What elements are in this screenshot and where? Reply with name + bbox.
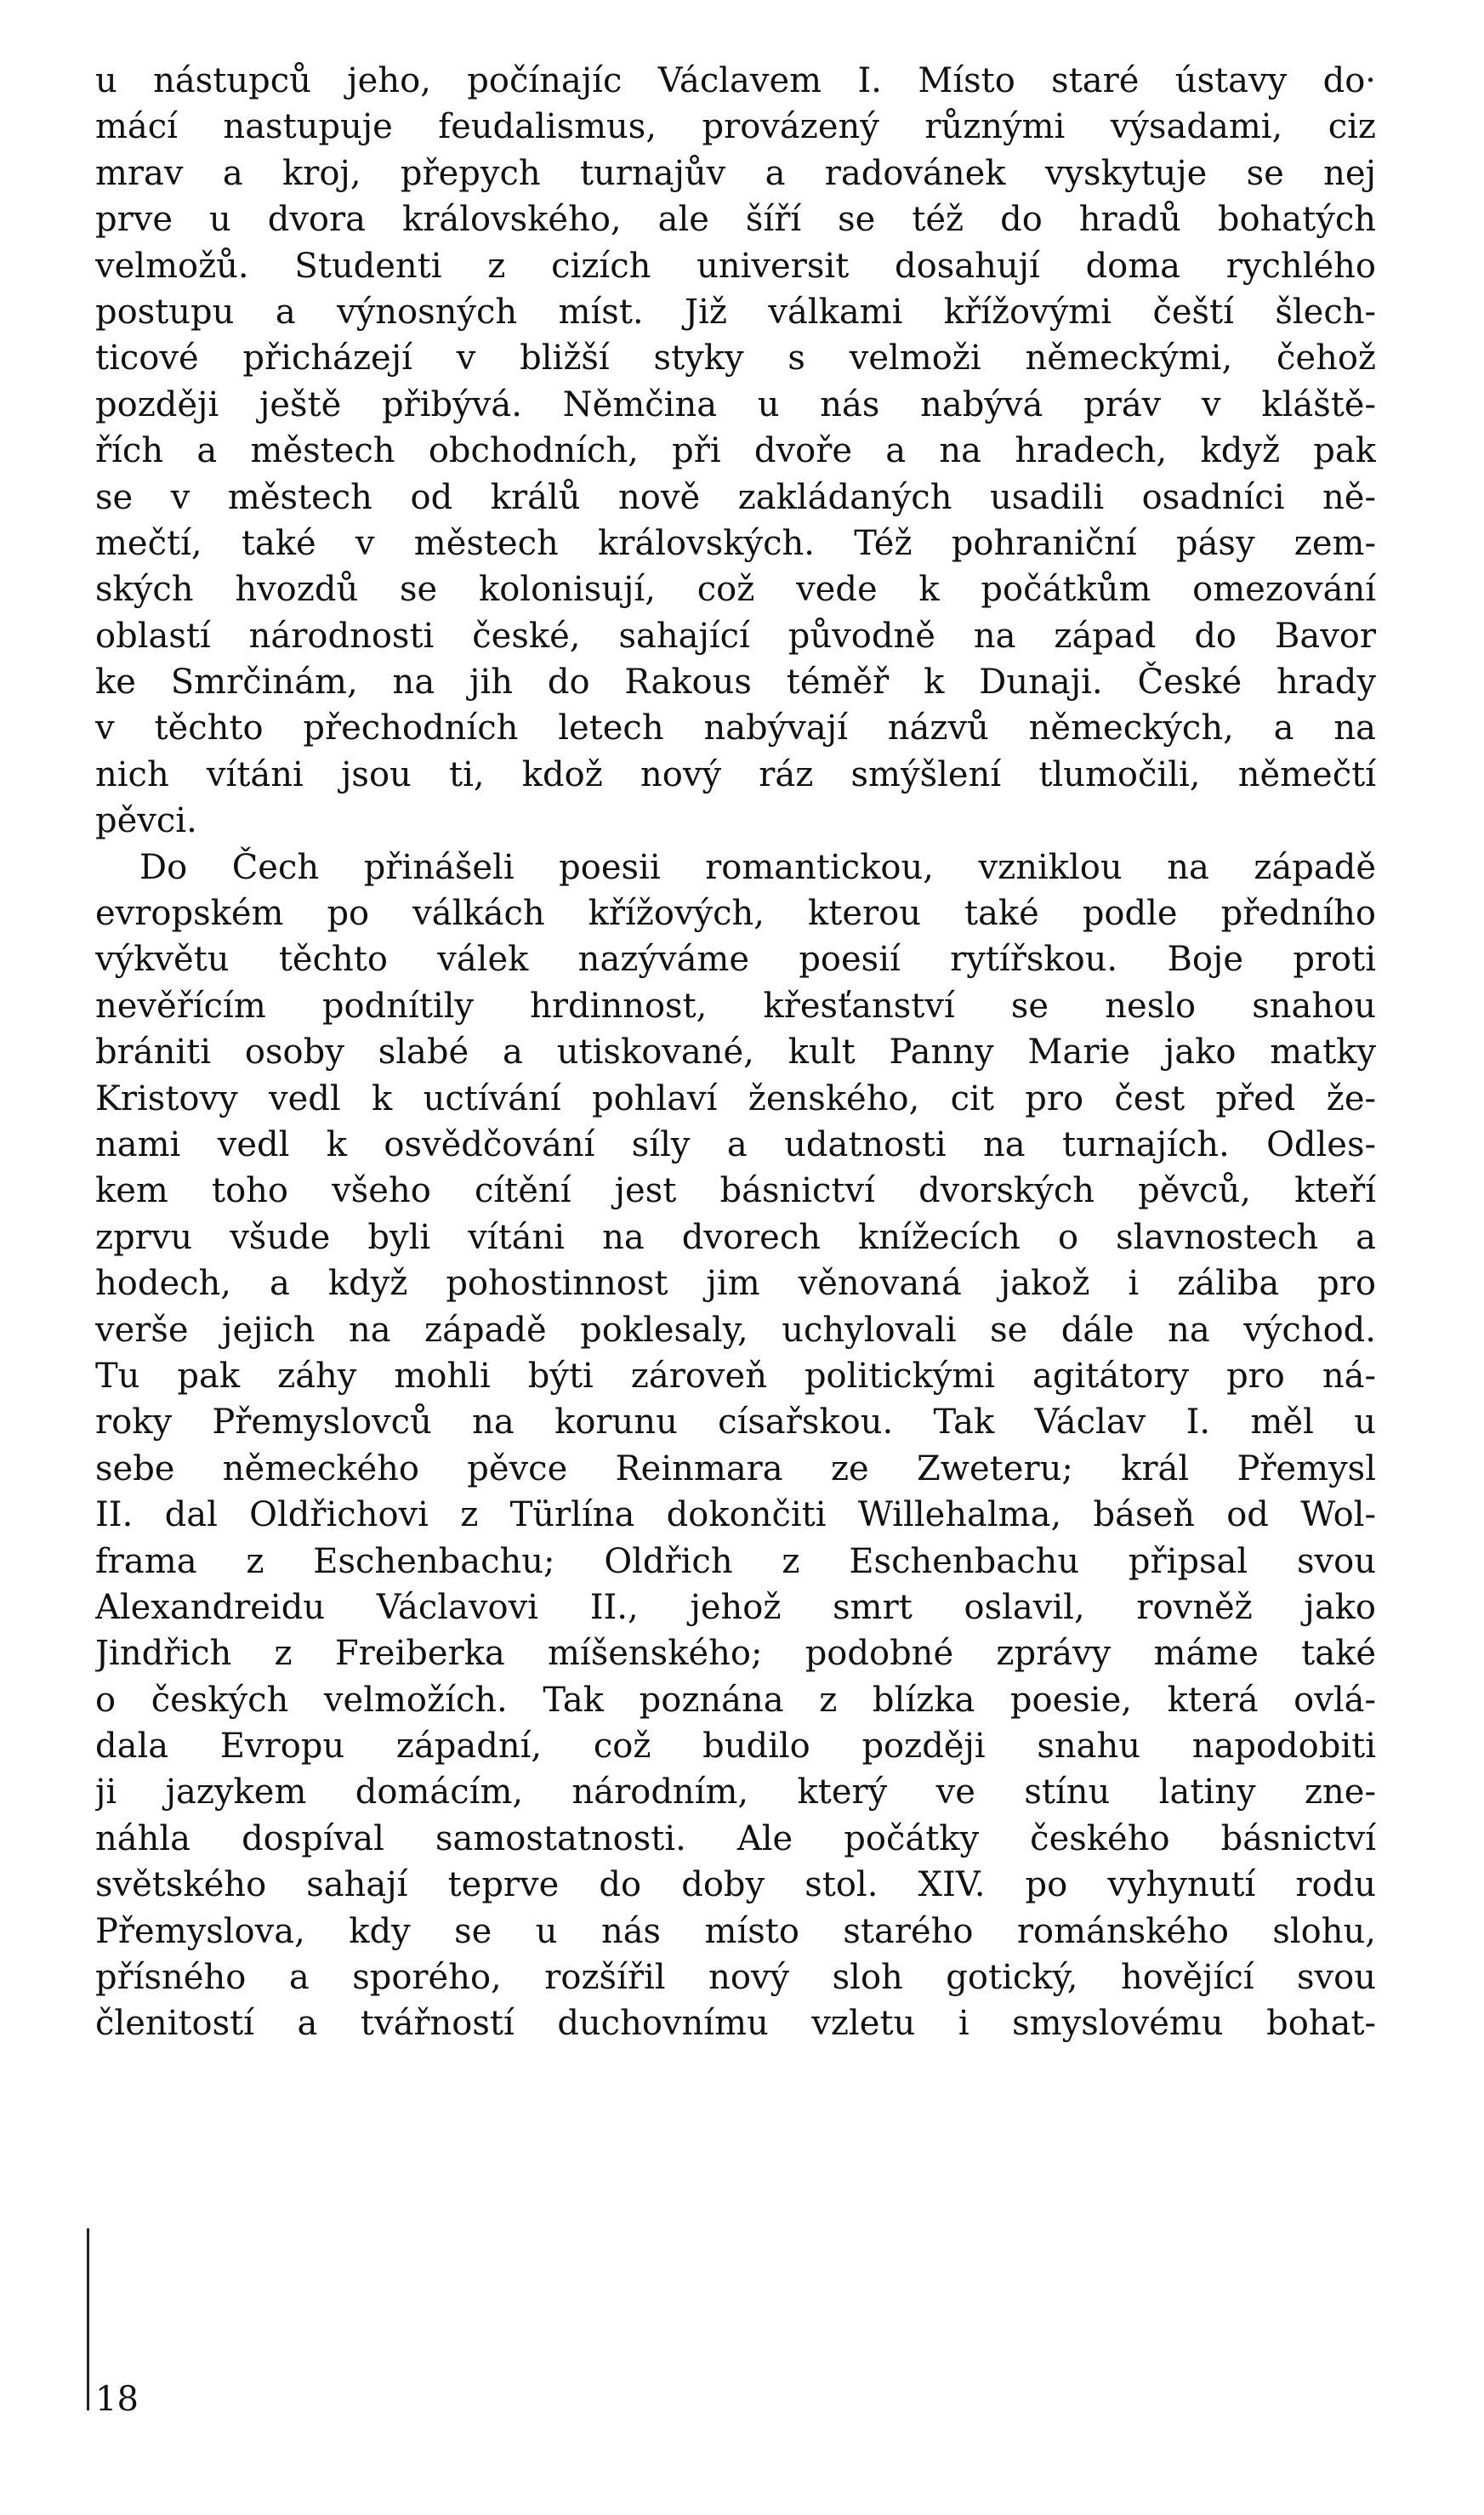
text-line: prve u dvora královského, ale šíří se též do hradů bohatých [95,200,1376,240]
text-line: hodech, a když pohostinnost jim věnovaná jakož i záliba pro [95,1264,1376,1304]
text-line: Tu pak záhy mohli býti zároveň politickými agitátory pro ná- [95,1356,1376,1396]
text-line: brániti osoby slabé a utiskované, kult Panny Marie jako matky [95,1033,1376,1073]
text-line: se v městech od králů nově zakládaných usadili osadníci ně- [95,477,1376,517]
text-line: Kristovy vedl k uctívání pohlaví ženského, cit pro čest před že- [95,1078,1376,1118]
text-line: zprvu všude byli vítáni na dvorech knížecích o slavnostech a [95,1217,1376,1257]
text-line: Alexandreidu Václavovi II., jehož smrt oslavil, rovněž jako [95,1587,1376,1627]
text-line: sebe německého pěvce Reinmara ze Zweteru; král Přemysl [95,1448,1376,1488]
text-line: roky Přemyslovců na korunu císařskou. Tak Václav I. měl u [95,1403,1376,1442]
text-line: dala Evropu západní, což budilo později snahu napodobiti [95,1727,1376,1767]
text-line: mrav a kroj, přepych turnajův a radovánek vyskytuje se nej [95,153,1376,193]
text-line-paragraph-end: pěvci. [95,801,197,841]
text-line: nich vítáni jsou ti, kdož nový ráz smýšlení tlumočili, němečtí [95,754,1376,794]
text-line: mečtí, také v městech královských. Též pohraniční pásy zem- [95,523,1376,563]
text-line: světského sahají teprve do doby stol. XIV. po vyhynutí rodu [95,1865,1376,1905]
text-line: o českých velmožích. Tak poznána z blízka poesie, která ovlá- [95,1680,1376,1720]
body-text [95,58,1376,2047]
text-line: přísného a sporého, rozšířil nový sloh gotický, hovějící svou [95,1958,1376,1998]
text-line: postupu a výnosných míst. Již válkami křížovými čeští šlech- [95,292,1376,332]
page-number: 18 [95,2380,139,2419]
text-line: u nástupců jeho, počínajíc Václavem I. Místo staré ústavy do· [95,61,1376,100]
text-line: členitostí a tvářností duchovnímu vzletu i smyslovému bohat- [95,2004,1376,2044]
text-line: mácí nastupuje feudalismus, provázený různými výsadami, ciz [95,107,1376,147]
text-line: frama z Eschenbachu; Oldřich z Eschenbachu připsal svou [95,1541,1376,1581]
text-line: ských hvozdů se kolonisují, což vede k počátkům omezování [95,570,1376,610]
text-line: řích a městech obchodních, při dvoře a na hradech, když pak [95,431,1376,471]
text-line: v těchto přechodních letech nabývají názvů německých, a na [95,708,1376,748]
text-line: výkvětu těchto válek nazýváme poesií rytířskou. Boje proti [95,940,1376,980]
text-line: náhla dospíval samostatnosti. Ale počátky českého básnictví [95,1818,1376,1858]
text-line: evropském po válkách křížových, kterou také podle předního [95,894,1376,934]
text-line-paragraph-start: Do Čech přinášeli poesii romantickou, vzniklou na západě [139,847,1376,887]
text-line: ji jazykem domácím, národním, který ve stínu latiny zne- [95,1772,1376,1812]
text-line: Jindřich z Freiberka míšenského; podobné zprávy máme také [95,1634,1376,1674]
text-line: verše jejich na západě poklesaly, uchylovali se dále na východ. [95,1310,1376,1350]
text-line: oblastí národnosti české, sahající původně na západ do Bavor [95,616,1376,656]
text-line: ticové přicházejí v bližší styky s velmoži německými, čehož [95,339,1376,378]
text-line: nami vedl k osvědčování síly a udatnosti na turnajích. Odles- [95,1124,1376,1164]
text-line: ke Smrčinám, na jih do Rakous téměř k Dunaji. České hrady [95,663,1376,703]
text-line: později ještě přibývá. Němčina u nás nabývá práv v kláště- [95,384,1376,424]
text-line: kem toho všeho cítění jest básnictví dvorských pěvců, kteří [95,1171,1376,1211]
margin-mark [87,2228,89,2410]
text-line: nevěřícím podnítily hrdinnost, křesťanství se neslo snahou [95,986,1376,1026]
text-line: II. dal Oldřichovi z Türlína dokončiti Willehalma, báseň od Wol- [95,1495,1376,1535]
text-line: Přemyslova, kdy se u nás místo starého románského slohu, [95,1911,1376,1951]
text-line: velmožů. Studenti z cizích universit dosahují doma rychlého [95,246,1376,286]
